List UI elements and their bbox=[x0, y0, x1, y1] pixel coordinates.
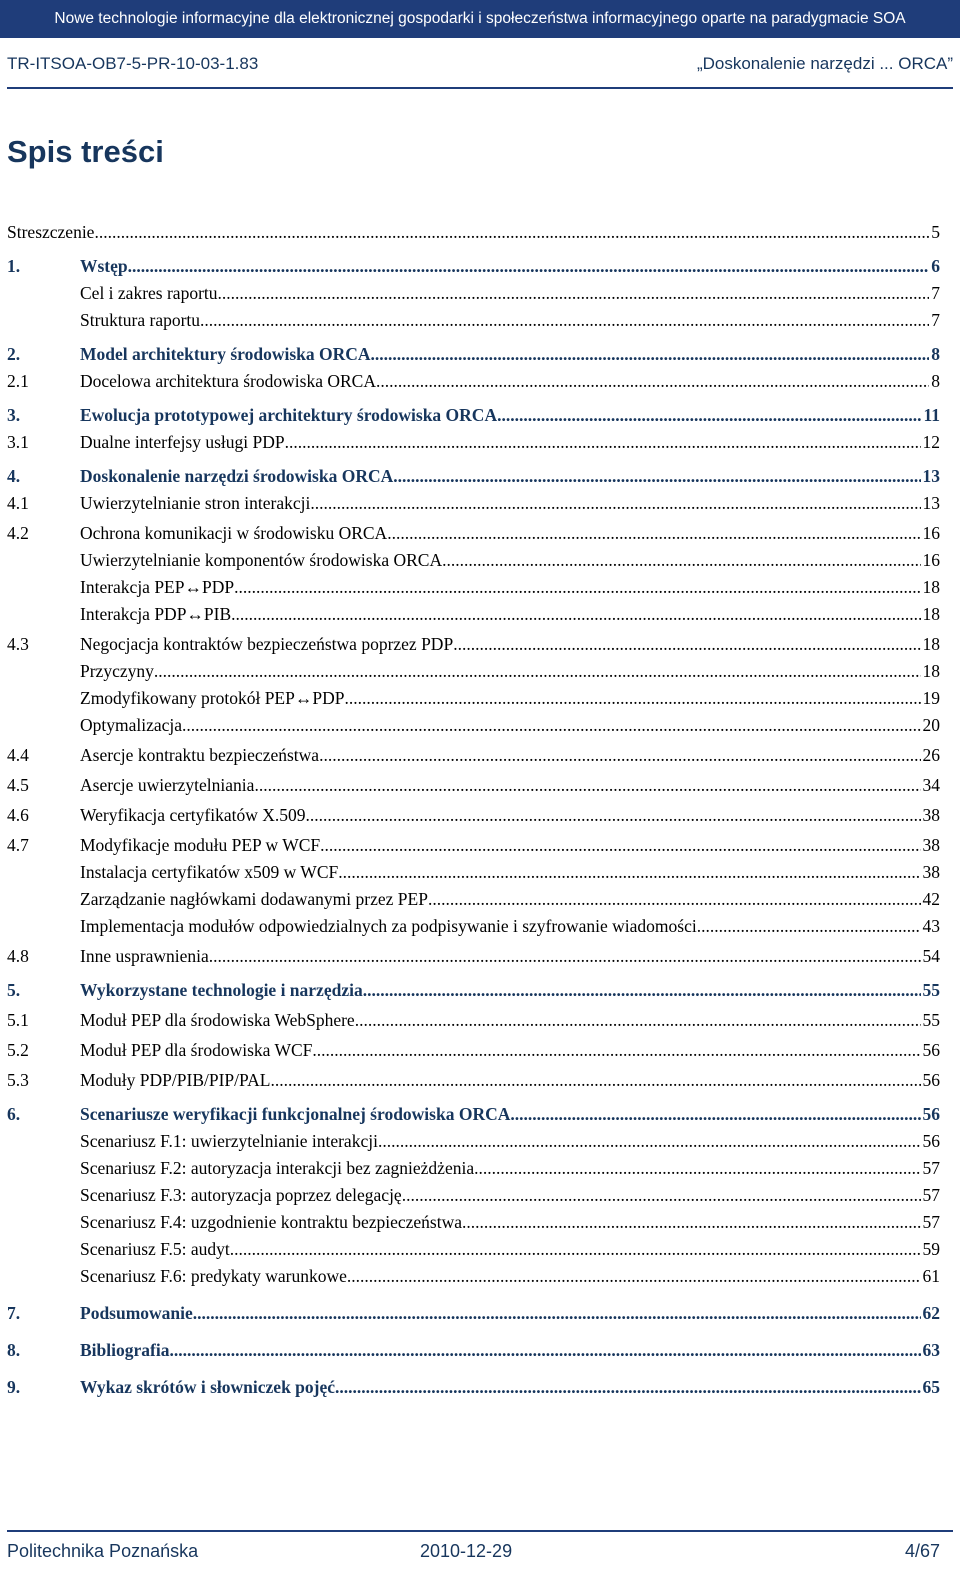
toc-entry-page: 16 bbox=[922, 550, 940, 570]
toc-entry-page: 18 bbox=[922, 604, 940, 624]
toc-entry-page: 38 bbox=[922, 835, 940, 855]
toc-entry-title: Docelowa architektura środowiska ORCA bbox=[80, 371, 376, 391]
toc-leader-dots bbox=[94, 219, 929, 246]
toc-leader-dots bbox=[231, 601, 920, 628]
toc-entry-page: 56 bbox=[922, 1070, 940, 1090]
toc-entry-title: Scenariusz F.1: uwierzytelnianie interakcji bbox=[80, 1131, 378, 1151]
toc-leader-dots bbox=[230, 1236, 921, 1263]
toc-leader-dots bbox=[442, 547, 920, 574]
toc-entry-title: Asercje uwierzytelniania bbox=[80, 775, 255, 795]
toc-entry[interactable] bbox=[7, 1374, 940, 1401]
header-row bbox=[7, 54, 953, 80]
toc-entry-number: 5. bbox=[7, 980, 21, 1000]
toc-entry-page: 34 bbox=[922, 775, 940, 795]
toc-entry-number: 5.3 bbox=[7, 1070, 29, 1090]
toc-entry[interactable] bbox=[7, 1182, 940, 1209]
toc-leader-dots bbox=[218, 280, 930, 307]
toc-entry-title: Scenariusz F.3: autoryzacja poprzez delegację bbox=[80, 1185, 402, 1205]
toc-entry-page: 54 bbox=[922, 946, 940, 966]
toc-entry-title: Doskonalenie narzędzi środowiska ORCA bbox=[80, 466, 394, 486]
toc-entry-page: 13 bbox=[922, 493, 940, 513]
toc-entry[interactable] bbox=[7, 574, 940, 601]
table-of-contents bbox=[7, 212, 940, 1401]
toc-entry-title: Przyczyny bbox=[80, 661, 154, 681]
toc-entry-title: Scenariusz F.6: predykaty warunkowe bbox=[80, 1266, 347, 1286]
footer-page-number: 4/67 bbox=[904, 1541, 940, 1561]
toc-entry-page: 56 bbox=[922, 1040, 940, 1060]
toc-entry-title: Moduł PEP dla środowiska WebSphere bbox=[80, 1010, 355, 1030]
toc-entry[interactable] bbox=[7, 1128, 940, 1155]
toc-entry-page: 38 bbox=[922, 805, 940, 825]
toc-entry-title: Interakcja PEP↔PDP bbox=[80, 577, 235, 597]
toc-entry-page: 55 bbox=[922, 980, 940, 1000]
toc-entry-page: 8 bbox=[931, 344, 940, 364]
toc-entry-page: 12 bbox=[922, 432, 940, 452]
toc-entry-title: Dualne interfejsy usługi PDP bbox=[80, 432, 285, 452]
toc-entry[interactable] bbox=[7, 859, 940, 886]
toc-leader-dots bbox=[344, 685, 920, 712]
toc-leader-dots bbox=[335, 1374, 920, 1401]
toc-entry-title: Zarządzanie nagłówkami dodawanymi przez PEP bbox=[80, 889, 428, 909]
toc-entry-number: 4.3 bbox=[7, 634, 29, 654]
toc-leader-dots bbox=[378, 1128, 921, 1155]
toc-leader-dots bbox=[347, 1263, 921, 1290]
toc-entry-title: Instalacja certyfikatów x509 w WCF bbox=[80, 862, 339, 882]
toc-leader-dots bbox=[371, 341, 930, 368]
toc-entry[interactable] bbox=[7, 685, 940, 712]
toc-leader-dots bbox=[319, 742, 920, 769]
toc-entry-page: 62 bbox=[922, 1303, 940, 1323]
toc-entry[interactable] bbox=[7, 886, 940, 913]
toc-entry-title: Inne usprawnienia bbox=[80, 946, 209, 966]
toc-entry-title: Streszczenie bbox=[7, 222, 95, 242]
toc-entry[interactable] bbox=[7, 712, 940, 739]
toc-entry-number: 4.6 bbox=[7, 805, 29, 825]
toc-entry-page: 59 bbox=[922, 1239, 940, 1259]
toc-entry-title: Bibliografia bbox=[80, 1340, 170, 1360]
toc-leader-dots bbox=[355, 1007, 921, 1034]
toc-entry[interactable] bbox=[7, 1263, 940, 1290]
toc-entry-number: 8. bbox=[7, 1340, 21, 1360]
toc-entry-page: 18 bbox=[922, 661, 940, 681]
toc-entry-title: Wykorzystane technologie i narzędzia bbox=[80, 980, 363, 1000]
toc-entry[interactable] bbox=[7, 307, 940, 334]
toc-entry-number: 6. bbox=[7, 1104, 21, 1124]
toc-entry-title: Implementacja modułów odpowiedzialnych za podpisywanie i szyfrowanie wiadomości bbox=[80, 916, 697, 936]
toc-entry[interactable] bbox=[7, 802, 940, 829]
toc-entry-title: Interakcja PDP↔PIB bbox=[80, 604, 232, 624]
toc-entry-number: 9. bbox=[7, 1377, 21, 1397]
toc-entry-page: 16 bbox=[922, 523, 940, 543]
toc-entry-page: 6 bbox=[931, 256, 940, 276]
toc-leader-dots bbox=[428, 886, 921, 913]
toc-entry-title: Modyfikacje modułu PEP w WCF bbox=[80, 835, 321, 855]
toc-leader-dots bbox=[697, 913, 921, 940]
toc-entry[interactable] bbox=[7, 913, 940, 940]
toc-entry-title: Scenariusze weryfikacji funkcjonalnej środowiska ORCA bbox=[80, 1104, 511, 1124]
toc-entry-title: Struktura raportu bbox=[80, 310, 201, 330]
toc-entry-page: 55 bbox=[922, 1010, 940, 1030]
toc-entry-number: 2. bbox=[7, 344, 21, 364]
toc-entry[interactable] bbox=[7, 1337, 940, 1364]
toc-entry-page: 65 bbox=[922, 1377, 940, 1397]
toc-entry[interactable] bbox=[7, 1236, 940, 1263]
toc-entry[interactable] bbox=[7, 1209, 940, 1236]
toc-entry-title: Uwierzytelnianie komponentów środowiska ORCA bbox=[80, 550, 443, 570]
document-title: „Doskonalenie narzędzi ... ORCA” bbox=[696, 54, 953, 73]
toc-entry[interactable] bbox=[7, 631, 940, 658]
toc-entry[interactable] bbox=[7, 1101, 940, 1128]
toc-leader-dots bbox=[310, 490, 920, 517]
toc-entry-number: 7. bbox=[7, 1303, 21, 1323]
toc-leader-dots bbox=[169, 1337, 920, 1364]
toc-entry-page: 11 bbox=[923, 405, 940, 425]
toc-entry-number: 2.1 bbox=[7, 371, 29, 391]
toc-leader-dots bbox=[402, 1182, 921, 1209]
toc-entry-page: 20 bbox=[922, 715, 940, 735]
toc-entry[interactable] bbox=[7, 977, 940, 1004]
toc-leader-dots bbox=[182, 712, 920, 739]
toc-entry-title: Uwierzytelnianie stron interakcji bbox=[80, 493, 311, 513]
toc-entry[interactable] bbox=[7, 219, 940, 246]
toc-entry[interactable] bbox=[7, 341, 940, 368]
toc-entry[interactable] bbox=[7, 402, 940, 429]
toc-entry-page: 43 bbox=[922, 916, 940, 936]
toc-entry-page: 57 bbox=[922, 1185, 940, 1205]
toc-entry-number: 5.2 bbox=[7, 1040, 29, 1060]
toc-entry-title: Asercje kontraktu bezpieczeństwa bbox=[80, 745, 320, 765]
toc-entry-title: Scenariusz F.4: uzgodnienie kontraktu bezpieczeństwa bbox=[80, 1212, 463, 1232]
toc-entry-page: 42 bbox=[922, 889, 940, 909]
toc-leader-dots bbox=[234, 574, 920, 601]
toc-entry-number: 4.5 bbox=[7, 775, 29, 795]
toc-entry-title: Podsumowanie bbox=[80, 1303, 193, 1323]
toc-leader-dots bbox=[338, 859, 920, 886]
toc-entry[interactable] bbox=[7, 943, 940, 970]
toc-entry[interactable] bbox=[7, 368, 940, 395]
toc-entry-page: 56 bbox=[922, 1104, 940, 1124]
toc-entry[interactable] bbox=[7, 1300, 940, 1327]
page-title: Spis treści bbox=[7, 134, 164, 169]
toc-entry-page: 61 bbox=[922, 1266, 940, 1286]
toc-entry-number: 4.1 bbox=[7, 493, 29, 513]
toc-entry[interactable] bbox=[7, 772, 940, 799]
toc-entry-page: 7 bbox=[931, 310, 940, 330]
toc-entry[interactable] bbox=[7, 658, 940, 685]
toc-entry-page: 8 bbox=[931, 371, 940, 391]
toc-entry[interactable] bbox=[7, 1007, 940, 1034]
toc-entry-title: Scenariusz F.2: autoryzacja interakcji bez zagnieżdżenia bbox=[80, 1158, 475, 1178]
toc-entry-title: Moduł PEP dla środowiska WCF bbox=[80, 1040, 313, 1060]
toc-leader-dots bbox=[154, 658, 921, 685]
footer-date: 2010-12-29 bbox=[420, 1541, 513, 1561]
toc-leader-dots bbox=[453, 631, 920, 658]
toc-entry-page: 13 bbox=[922, 466, 940, 486]
toc-entry[interactable] bbox=[7, 429, 940, 456]
toc-entry[interactable] bbox=[7, 742, 940, 769]
toc-leader-dots bbox=[306, 802, 921, 829]
toc-entry[interactable] bbox=[7, 1067, 940, 1094]
header-banner: Nowe technologie informacyjne dla elektronicznej gospodarki i społeczeństwa informacyjnego oparte na paradygmacie SOA bbox=[0, 0, 960, 38]
header-divider bbox=[7, 87, 953, 89]
document-id: TR-ITSOA-OB7-5-PR-10-03-1.83 bbox=[7, 54, 259, 73]
toc-entry[interactable] bbox=[7, 601, 940, 628]
toc-entry[interactable] bbox=[7, 280, 940, 307]
toc-leader-dots bbox=[193, 1300, 921, 1327]
toc-entry[interactable] bbox=[7, 1037, 940, 1064]
toc-entry-page: 56 bbox=[922, 1131, 940, 1151]
toc-entry[interactable] bbox=[7, 1155, 940, 1182]
toc-entry-page: 19 bbox=[922, 688, 940, 708]
toc-entry-number: 4.8 bbox=[7, 946, 29, 966]
toc-entry-number: 3. bbox=[7, 405, 21, 425]
toc-entry-title: Ewolucja prototypowej architektury środowiska ORCA bbox=[80, 405, 498, 425]
toc-entry-title: Negocjacja kontraktów bezpieczeństwa poprzez PDP bbox=[80, 634, 454, 654]
toc-entry-page: 5 bbox=[931, 222, 940, 242]
toc-leader-dots bbox=[320, 832, 920, 859]
toc-entry-page: 63 bbox=[922, 1340, 940, 1360]
toc-leader-dots bbox=[497, 402, 921, 429]
toc-entry-number: 4.4 bbox=[7, 745, 29, 765]
toc-entry[interactable] bbox=[7, 832, 940, 859]
toc-entry-page: 57 bbox=[922, 1158, 940, 1178]
toc-entry-title: Optymalizacja bbox=[80, 715, 183, 735]
toc-entry[interactable] bbox=[7, 463, 940, 490]
toc-entry-title: Wykaz skrótów i słowniczek pojęć bbox=[80, 1377, 336, 1397]
toc-entry-title: Cel i zakres raportu bbox=[80, 283, 218, 303]
toc-leader-dots bbox=[128, 253, 930, 280]
toc-entry-number: 5.1 bbox=[7, 1010, 29, 1030]
toc-entry-page: 26 bbox=[922, 745, 940, 765]
footer-divider bbox=[7, 1530, 953, 1532]
toc-entry-title: Zmodyfikowany protokół PEP↔PDP bbox=[80, 688, 345, 708]
toc-leader-dots bbox=[312, 1037, 920, 1064]
footer-organization: Politechnika Poznańska bbox=[7, 1541, 199, 1561]
toc-leader-dots bbox=[387, 520, 920, 547]
toc-entry-page: 18 bbox=[922, 577, 940, 597]
toc-entry-title: Moduły PDP/PIB/PIP/PAL bbox=[80, 1070, 271, 1090]
toc-leader-dots bbox=[462, 1209, 920, 1236]
toc-entry-page: 38 bbox=[922, 862, 940, 882]
toc-entry-number: 4.2 bbox=[7, 523, 29, 543]
toc-entry-number: 4. bbox=[7, 466, 21, 486]
toc-leader-dots bbox=[363, 977, 921, 1004]
toc-leader-dots bbox=[285, 429, 921, 456]
toc-leader-dots bbox=[200, 307, 929, 334]
toc-leader-dots bbox=[510, 1101, 920, 1128]
toc-entry-number: 3.1 bbox=[7, 432, 29, 452]
toc-leader-dots bbox=[254, 772, 920, 799]
toc-entry-page: 18 bbox=[922, 634, 940, 654]
toc-entry[interactable] bbox=[7, 253, 940, 280]
toc-entry[interactable] bbox=[7, 520, 940, 547]
toc-entry[interactable] bbox=[7, 547, 940, 574]
toc-leader-dots bbox=[474, 1155, 920, 1182]
toc-entry-title: Scenariusz F.5: audyt bbox=[80, 1239, 230, 1259]
toc-leader-dots bbox=[209, 943, 921, 970]
toc-leader-dots bbox=[270, 1067, 920, 1094]
toc-entry-title: Weryfikacja certyfikatów X.509 bbox=[80, 805, 306, 825]
toc-entry[interactable] bbox=[7, 490, 940, 517]
toc-entry-title: Ochrona komunikacji w środowisku ORCA bbox=[80, 523, 388, 543]
toc-entry-number: 4.7 bbox=[7, 835, 29, 855]
toc-entry-page: 7 bbox=[931, 283, 940, 303]
toc-entry-number: 1. bbox=[7, 256, 21, 276]
toc-entry-title: Model architektury środowiska ORCA bbox=[80, 344, 371, 364]
toc-entry-page: 57 bbox=[922, 1212, 940, 1232]
toc-entry-title: Wstęp bbox=[80, 256, 128, 276]
toc-leader-dots bbox=[376, 368, 929, 395]
toc-leader-dots bbox=[393, 463, 920, 490]
